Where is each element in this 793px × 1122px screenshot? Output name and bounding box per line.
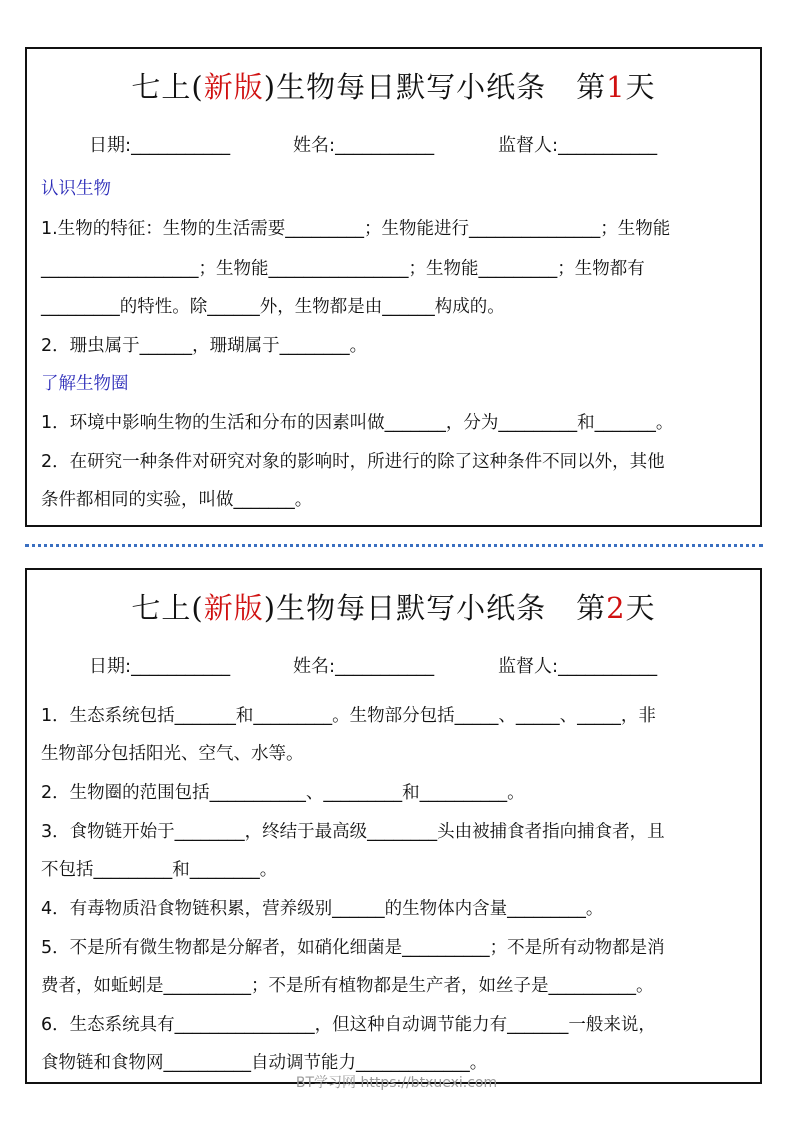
- title-middle: )生物每日默写小纸条 第: [263, 70, 607, 104]
- dictation-card-day-2: [25, 568, 762, 1084]
- question-line: 1．生态系统包括_______和_________。生物部分包括_____、_____、_____，非: [41, 706, 656, 726]
- supervisor-field[interactable]: 监督人:___________: [498, 135, 658, 156]
- card-title: [27, 65, 760, 106]
- question-line: 食物链和食物网__________自动调节能力_____________。: [41, 1053, 488, 1073]
- title-prefix: 七上(: [131, 591, 204, 625]
- watermark: BT学习网 https://btxuexi.com: [295, 1075, 498, 1091]
- date-field[interactable]: 日期:___________: [89, 135, 231, 156]
- card-title: [27, 586, 760, 627]
- question-line: 1.生物的特征：生物的生活需要_________；生物能进行_______________；生物能: [41, 219, 671, 239]
- question-line: 条件都相同的实验，叫做_______。: [41, 490, 313, 510]
- section-heading: 认识生物: [41, 179, 111, 199]
- question-line: 2．在研究一种条件对研究对象的影响时，所进行的除了这种条件不同以外，其他: [41, 452, 665, 472]
- title-suffix: 天: [625, 70, 656, 104]
- title-day-number: 2: [606, 591, 626, 625]
- title-edition: 新版: [203, 591, 264, 625]
- title-day-number: 1: [606, 70, 626, 104]
- title-edition: 新版: [203, 70, 264, 104]
- title-prefix: 七上(: [131, 70, 204, 104]
- title-middle: )生物每日默写小纸条 第: [263, 591, 607, 625]
- question-line: 4．有毒物质沿食物链积累，营养级别______的生物体内含量_________。: [41, 899, 604, 919]
- info-row: [89, 652, 657, 678]
- dotted-cut-line: [25, 544, 763, 547]
- title-suffix: 天: [625, 591, 656, 625]
- question-line: 生物部分包括阳光、空气、水等。: [41, 744, 304, 764]
- question-line: 2．珊虫属于______，珊瑚属于________。: [41, 336, 368, 356]
- question-line: 1．环境中影响生物的生活和分布的因素叫做_______，分为_________和_______。: [41, 413, 674, 433]
- question-line: 费者，如蚯蚓是__________；不是所有植物都是生产者，如丝子是__________。: [41, 976, 654, 996]
- info-row: [89, 131, 657, 157]
- question-line: 不包括_________和________。: [41, 860, 278, 880]
- section-heading: 了解生物圈: [41, 374, 129, 394]
- question-line: 2．生物圈的范围包括___________、_________和__________。: [41, 783, 525, 803]
- question-line: __________________；生物能________________；生物能_________；生物都有: [41, 259, 645, 279]
- question-line: 5．不是所有微生物都是分解者，如硝化细菌是__________；不是所有动物都是消: [41, 938, 665, 958]
- question-line: 3．食物链开始于________，终结于最高级________头由被捕食者指向捕食者，且: [41, 822, 665, 842]
- supervisor-field[interactable]: 监督人:___________: [498, 656, 658, 677]
- name-field[interactable]: 姓名:___________: [293, 656, 435, 677]
- question-line: 6．生态系统具有________________，但这种自动调节能力有_______一般来说，: [41, 1015, 656, 1035]
- date-field[interactable]: 日期:___________: [89, 656, 231, 677]
- dictation-card-day-1: [25, 47, 762, 527]
- name-field[interactable]: 姓名:___________: [293, 135, 435, 156]
- question-line: _________的特性。除______外，生物都是由______构成的。: [41, 297, 505, 317]
